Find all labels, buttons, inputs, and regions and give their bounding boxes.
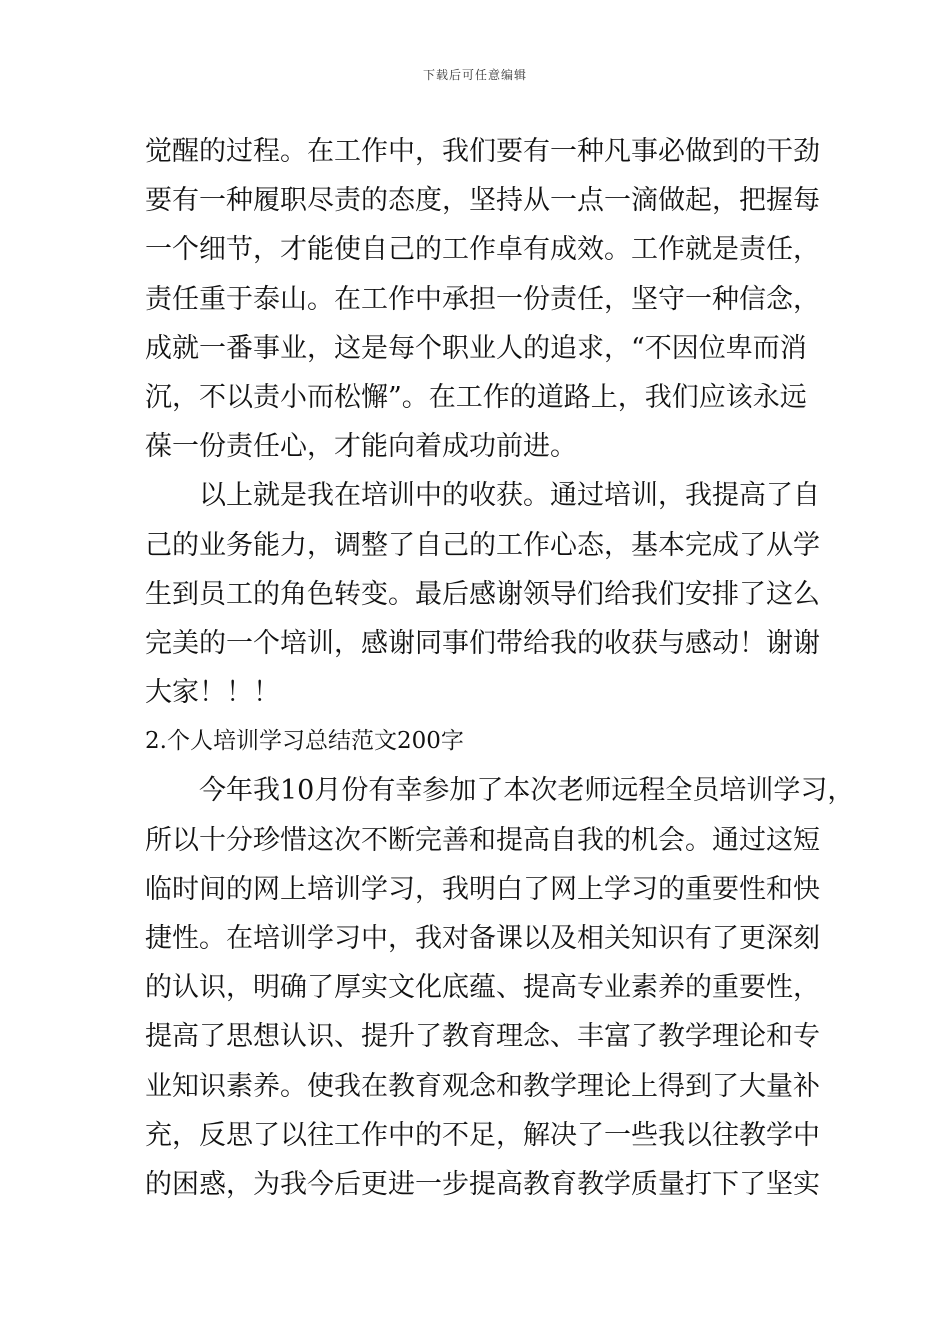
text-line: 的困惑，为我今后更进一步提高教育教学质量打下了坚实: [145, 1168, 820, 1200]
text-line: 责任重于泰山。在工作中承担一份责任，坚守一种信念，: [145, 283, 820, 315]
text-line: 生到员工的角色转变。最后感谢领导们给我们安排了这么: [145, 578, 820, 610]
text-line: 一个细节，才能使自己的工作卓有成效。工作就是责任，: [145, 234, 820, 266]
document-body: [145, 127, 855, 1209]
paragraph-start-line: 今年我10月份有幸参加了本次老师远程全员培训学习，: [199, 775, 855, 807]
text-line: 的认识，明确了厚实文化底蕴、提高专业素养的重要性，: [145, 972, 820, 1004]
text-line: 要有一种履职尽责的态度，坚持从一点一滴做起，把握每: [145, 185, 820, 217]
text-line: 觉醒的过程。在工作中，我们要有一种凡事必做到的干劲: [145, 136, 820, 167]
text-line: 提高了思想认识、提升了教育理念、丰富了教学理论和专: [145, 1021, 820, 1053]
text-line: 大家！！！: [145, 677, 280, 709]
text-line: 完美的一个培训，感谢同事们带给我的收获与感动！谢谢: [145, 627, 820, 659]
text-line: 沉，不以责小而松懈”。在工作的道路上，我们应该永远: [145, 381, 807, 413]
text-line: 己的业务能力，调整了自己的工作心态，基本完成了从学: [145, 529, 820, 561]
text-line: 成就一番事业，这是每个职业人的追求，“不因位卑而消: [145, 332, 807, 364]
text-line: 所以十分珍惜这次不断完善和提高自我的机会。通过这短: [145, 824, 820, 856]
text-line: 临时间的网上培训学习，我明白了网上学习的重要性和快: [145, 873, 820, 905]
page-header: 下载后可任意编辑: [422, 68, 527, 82]
section-heading: 2.个人培训学习总结范文200字: [145, 728, 464, 755]
text-line: 充，反思了以往工作中的不足，解决了一些我以往教学中: [145, 1119, 820, 1151]
text-line: 捷性。在培训学习中，我对备课以及相关知识有了更深刻: [145, 923, 820, 954]
text-line: 葆一份责任心，才能向着成功前进。: [145, 431, 577, 463]
paragraph-start-line: 以上就是我在培训中的收获。通过培训，我提高了自: [199, 480, 820, 512]
text-line: 业知识素养。使我在教育观念和教学理论上得到了大量补: [145, 1070, 820, 1102]
